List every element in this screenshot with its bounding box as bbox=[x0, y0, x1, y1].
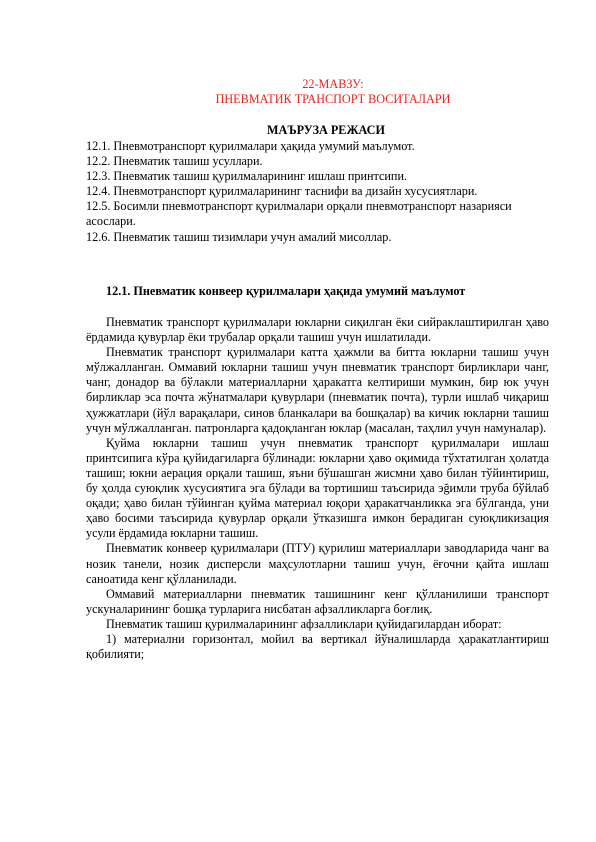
section-body bbox=[86, 315, 549, 662]
body-paragraph: Пневматик ташиш қурилмаларининг афзалликлари қуйидагилардан иборат: bbox=[106, 616, 502, 631]
lecture-plan-list bbox=[86, 139, 526, 245]
body-paragraph: Қуйма юкларни ташиш учун пневматик транспорт қурилмалари ишлаш принтсипига кўра қуйидагиларга бўлинади: юкларни ҳаво оқимида тўхтатилган ҳолатда ташиш; юкни аерация орқали ташиш, яъни бўшашган жисмни ҳаво билан тўйинтириш, бу ҳолда суюқлик хусусиятига эга бўлади ва тортишиш таъсирида эğимли труба бўйлаб оқади; ҳаво билан тўйинган қуйма материал юқори ҳаракатчанликка эга бўлганда, уни ҳаво босими таъсирида қувурлар орқали ўтказишга имкон берадиган суюқликизация усули ёрдамида юкларни ташиш. bbox=[86, 435, 549, 541]
body-paragraph: 1) материални горизонтал, мойил ва вертикал йўналишларда ҳаракатлантириш қобилияти; bbox=[86, 631, 549, 662]
plan-item: 12.5. Босимли пневмотранспорт қурилмалари орқали пневмотранспорт назарияси асослари. bbox=[86, 199, 512, 229]
body-paragraph: Пневматик транспорт қурилмалари юкларни сиқилган ёки сийраклаштирилган ҳаво ёрдамида қувурлар ёки трубалар орқали ташиш учун ишлатилади. bbox=[86, 315, 549, 345]
body-paragraph: Пневматик конвеер қурилмалари (ПТУ) қурилиш материаллари заводларида чанг ва нозик танели, нозик дисперсли маҳсулотларни ташиш учун, ёғочни қайта ишлаш саноатида кенг қўлланилади. bbox=[86, 541, 549, 586]
section-heading: 12.1. Пневматик конвеер қурилмалари ҳақида умумий маълумот bbox=[106, 284, 466, 298]
plan-item: 12.3. Пневматик ташиш қурилмаларининг ишлаш принтсипи. bbox=[86, 169, 408, 184]
plan-item: 12.4. Пневмотранспорт қурилмаларининг таснифи ва дизайн хусусиятлари. bbox=[86, 184, 478, 199]
lecture-plan-heading: МАЪРУЗА РЕЖАСИ bbox=[267, 123, 385, 137]
body-paragraph: Пневматик транспорт қурилмалари катта ҳажмли ва битта юкларни ташиш учун мўлжалланган. Оммавий юкларни ташиш учун пневматик транспорт бирликлари чанг, чанг, донадор ва бўлакли материалларни ҳаракатга келтириши мумкин, бир юк учун бирликлар эса почта жўнатмалари қувурлари (пневматик почта), турли ишлаб чиқариш ҳужжатлари (йўл варақалари, синов бланкалари ва бошқалар) ва кичик юкларни ташиш учун мўлжалланган. патронларга қадоқланган юклар (масалан, таҳлил учун намуналар). bbox=[86, 345, 549, 435]
plan-item: 12.2. Пневматик ташиш усуллари. bbox=[86, 154, 263, 169]
plan-item: 12.1. Пневмотранспорт қурилмалари ҳақида умумий маълумот. bbox=[86, 139, 415, 153]
topic-title: ПНЕВМАТИК ТРАНСПОРТ ВОСИТАЛАРИ bbox=[215, 92, 451, 106]
plan-item: 12.6. Пневматик ташиш тизимлари учун амалий мисоллар. bbox=[86, 229, 392, 244]
topic-number: 22-МАВЗУ: bbox=[302, 77, 364, 91]
body-paragraph: Оммавий материалларни пневматик ташишнинг кенг қўлланилиши транспорт ускуналарининг бошқа турларига нисбатан афзалликларга боғлиқ. bbox=[86, 586, 549, 616]
